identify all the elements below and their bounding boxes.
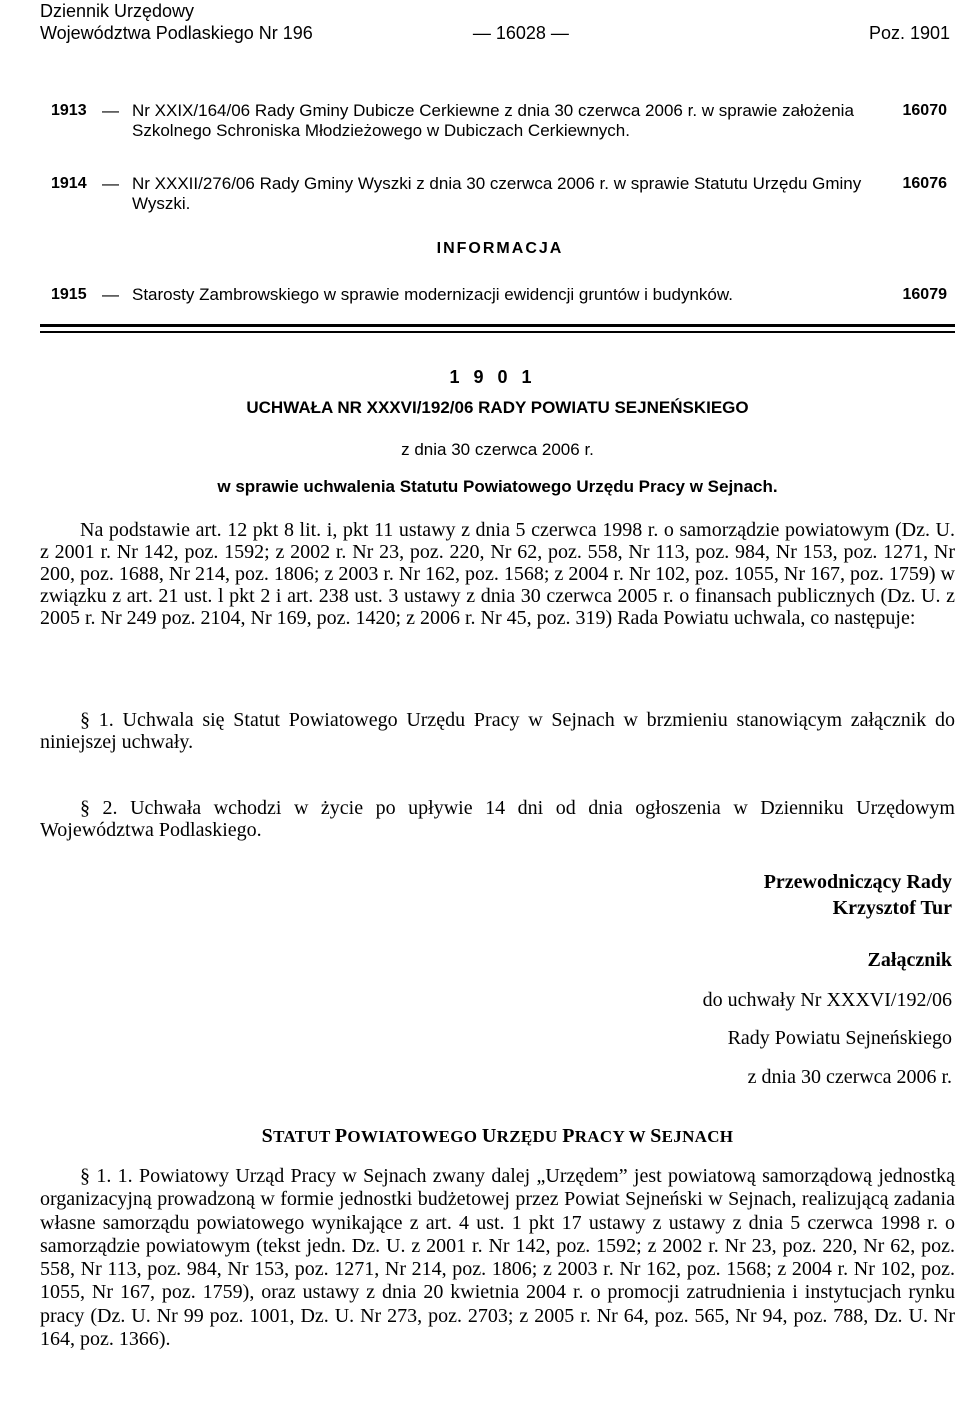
toc-entry-text: Starosty Zambrowskiego w sprawie modernizacji ewidencji gruntów i budynków. [132, 285, 733, 304]
header-line-2 [40, 22, 950, 44]
signature-role: Przewodniczący Rady [763, 871, 952, 893]
section-symbol: § [80, 1165, 97, 1187]
paragraph-2 [40, 797, 955, 841]
attachment-line-3: z dnia 30 czerwca 2006 r. [747, 1066, 952, 1088]
journal-subtitle: Województwa Podlaskiego Nr 196 [40, 23, 313, 43]
paragraph-2-text: 2. Uchwała wchodzi w życie po upływie 14 dni od dnia ogłoszenia w Dzienniku Urzędowym Województwa Podlaskiego. [40, 797, 955, 841]
paragraph-1-text: 1. Uchwala się Statut Powiatowego Urzędu Pracy w Sejnach w brzmieniu stanowiącym załącznik do niniejszej uchwały. [40, 709, 955, 753]
resolution-date: z dnia 30 czerwca 2006 r. [401, 440, 594, 459]
toc-entry-number: 1913 [51, 102, 87, 119]
toc-dash: — [102, 285, 119, 304]
section-symbol: § [80, 709, 99, 731]
toc-dash: — [102, 174, 119, 193]
statute-paragraph-1 [40, 1165, 955, 1351]
toc-entry-text: Nr XXIX/164/06 Rady Gminy Dubicze Cerkiewne z dnia 30 czerwca 2006 r. w sprawie założenia Szkolnego Schroniska Młodzieżowego w Dubiczach Cerkiewnych. [132, 101, 854, 140]
intro-paragraph: Na podstawie art. 12 pkt 8 lit. i, pkt 11 ustawy z dnia 5 czerwca 1998 r. o samorządzie powiatowym (Dz. U. z 2001 r. Nr 142, poz. 1592; z 2002 r. Nr 23, poz. 220, Nr 62, poz. 558, Nr 113, poz. 984, Nr 153, poz. 1271, Nr 200, poz. 1688, Nr 214, poz. 1806; z 2003 r. Nr 162, poz. 1568; z 2004 r. Nr 102, poz. 1055, Nr 167, poz. 1759) w związku z art. 21 ust. l pkt 2 i art. 238 ust. 3 ustawy z dnia 30 czerwca 2005 r. o finansach publicznych (Dz. U. z 2005 r. Nr 249 poz. 2104, Nr 169, poz. 1420; z 2006 r. Nr 45, poz. 319) Rada Powiatu uchwala, co następuje: [40, 519, 955, 629]
toc-entry-page: 16076 [902, 175, 947, 192]
resolution-title: UCHWAŁA NR XXXVI/192/06 RADY POWIATU SEJNEŃSKIEGO [246, 398, 749, 417]
section-heading-informacja: INFORMACJA [436, 240, 564, 257]
position-number: Poz. 1901 [868, 23, 950, 43]
section-symbol: § [80, 797, 103, 819]
toc-entry-text: Nr XXXII/276/06 Rady Gminy Wyszki z dnia 30 czerwca 2006 r. w sprawie Statutu Urzędu Gminy Wyszki. [132, 174, 862, 213]
divider [40, 324, 955, 327]
statute-title: STATUT POWIATOWEGO URZĘDU PRACY W SEJNACH [261, 1125, 734, 1147]
page-header [40, 0, 950, 44]
attachment-title: Załącznik [867, 949, 952, 971]
statute-paragraph-1-text: 1. 1. Powiatowy Urząd Pracy w Sejnach zwany dalej „Urzędem” jest powiatową samorządową jednostką organizacyjną prowadzoną w formie jednostki budżetowej przez Powiat Sejneński w Sejnach, realizującą zadania własne samorządu powiatowego wynikające z art. 4 ust. 1 pkt 17 ustawy z ustawy z dnia 5 czerwca 1998 r. o samorządzie powiatowym (tekst jedn. Dz. U. z 2001 r. Nr 142, poz. 1592; z 2002 r. Nr 23, poz. 220, Nr 62, poz. 558, Nr 113, poz. 984, Nr 153, poz. 1271, Nr 214, poz. 1806; z 2003 r. Nr 162, poz. 1568; z 2004 r. Nr 102, poz. 1055, Nr 167, poz. 1759), oraz ustawy z dnia 20 kwietnia 2004 r. o promocji zatrudnienia i instytucjach rynku pracy (Dz. U. Nr 99 poz. 1001, Dz. U. Nr 273, poz. 2703; z 2005 r. Nr 64, poz. 565, Nr 94, poz. 788, Dz. U. Nr 164, poz. 1366). [40, 1165, 956, 1351]
toc-entry-number: 1914 [51, 175, 87, 192]
page-number: — 16028 — [472, 23, 569, 43]
resolution-number: 1901 [449, 367, 546, 387]
toc-entry-page: 16070 [902, 102, 947, 119]
journal-title: Dziennik Urzędowy [40, 1, 195, 21]
signature-name: Krzysztof Tur [832, 897, 952, 919]
attachment-line-2: Rady Powiatu Sejneńskiego [727, 1027, 952, 1049]
attachment-line-1: do uchwały Nr XXXVI/192/06 [702, 989, 952, 1011]
toc-dash: — [102, 101, 119, 120]
toc-entry-number: 1915 [51, 286, 87, 303]
divider [40, 331, 955, 333]
toc-entry-page: 16079 [902, 286, 947, 303]
paragraph-1 [40, 709, 955, 753]
resolution-subject: w sprawie uchwalenia Statutu Powiatowego Urzędu Pracy w Sejnach. [217, 477, 778, 496]
